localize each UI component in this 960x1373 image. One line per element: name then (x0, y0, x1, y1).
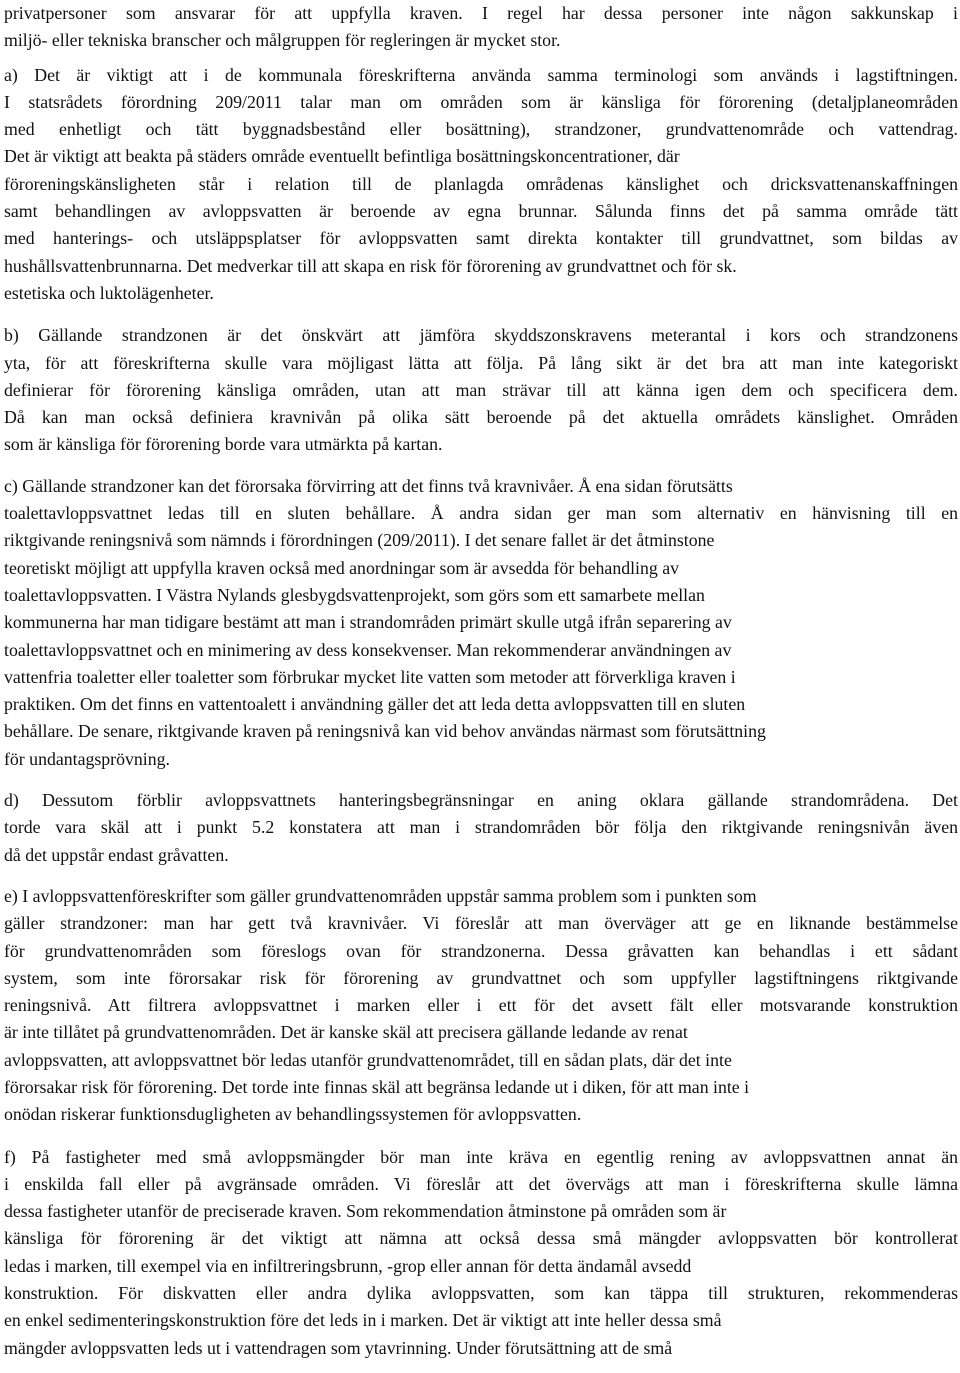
text-line: vattenfria toaletter eller toaletter som förbrukar mycket lite vatten som metoder att förverkliga kraven i (4, 666, 736, 687)
paragraph-f (4, 1144, 958, 1362)
text-line: med hanterings- och utsläppsplatser för avloppsvatten samt direkta kontakter till grundvattnet, som bildas av (4, 228, 958, 249)
paragraph-gap (4, 869, 958, 883)
text-line: privatpersoner som ansvarar för att uppfylla kraven. I regel har dessa personer inte någon sakkunskap i (4, 3, 958, 23)
text-line: system, som inte förorsakar risk för förorening av grundvattnet och som uppfyller lagstiftningens riktgivande (4, 967, 958, 988)
text-line: en enkel sedimenteringskonstruktion före det leds in i marken. Det är viktigt att inte heller dessa små (4, 1310, 722, 1331)
text-line: kommunerna har man tidigare bestämt att man i strandområden primärt skulle utgå ifrån separering av (4, 612, 732, 633)
text-line: teoretiskt möjligt att uppfylla kraven också med anordningar som är avsedda för behandling av (4, 557, 679, 578)
text-line: känsliga för förorening är det viktigt att nämna att också dessa små mängder avloppsvatten bör kontrollerat (4, 1228, 958, 1249)
paragraph-gap (4, 459, 958, 473)
text-line: ledas i marken, till exempel via en infiltreringsbrunn, -grop eller annan för detta ändamål avsedd (4, 1255, 692, 1276)
paragraph-e (4, 883, 958, 1129)
text-line: toalettavloppsvatten. I Västra Nylands glesbygdsvattenprojekt, som görs som ett samarbete mellan (4, 584, 705, 605)
text-line: riktgivande reningsnivå som nämnds i förordningen (209/2011). I det senare fallet är det åtminstone (4, 530, 715, 551)
text-line: reningsnivå. Att filtrera avloppsvattnet i marken eller i ett för det avsett fält eller motsvarande konstruktion (4, 995, 958, 1016)
text-line: I statsrådets förordning 209/2011 talar man om områden som är känsliga för förorening (detaljplaneområden (4, 91, 958, 112)
text-line: toalettavloppsvattnet och en minimering av dess konsekvenser. Man rekommenderar användningen av (4, 639, 732, 660)
text-line: d) Dessutom förblir avloppsvattnets hanteringsbegränsningar en aning oklara gällande strandområdena. Det (4, 790, 958, 811)
text-line: mängder avloppsvatten leds ut i vattendragen som ytavrinning. Under förutsättning att de små (4, 1337, 673, 1358)
text-line: c) Gällande strandzoner kan det förorsaka förvirring att det finns två kravnivåer. Å ena sidan förutsätts (4, 475, 733, 496)
text-line: dessa fastigheter utanför de preciserade kraven. Som rekommendation åtminstone på områden som är (4, 1201, 727, 1222)
text-line: förorsakar risk för förorening. Det torde inte finnas skäl att begränsa ledande ut i diken, för att man inte i (4, 1076, 750, 1097)
text-line: e) I avloppsvattenföreskrifter som gäller grundvattenområden uppstår samma problem som i punkten som (4, 885, 757, 906)
text-line: hushållsvattenbrunnarna. Det medverkar till att skapa en risk för förorening av grundvattnet och för sk. (4, 255, 737, 276)
text-line: samt behandlingen av avloppsvatten är beroende av egna brunnar. Sålunda finns det på samma område tätt (4, 201, 958, 222)
text-line: Det är viktigt att beakta på städers område eventuellt befintliga bosättningskoncentrationer, där (4, 146, 680, 167)
text-line: är inte tillåtet på grundvattenområden. Det är kanske skäl att precisera gällande ledande av renat (4, 1022, 688, 1043)
paragraph-gap (4, 1129, 958, 1144)
text-line: för undantagsprövning. (4, 748, 170, 769)
text-line: som är känsliga för förorening borde vara utmärkta på kartan. (4, 434, 443, 455)
text-line: b) Gällande strandzonen är det önskvärt att jämföra skyddszonskravens meterantal i kors och strandzonens (4, 325, 958, 346)
paragraph-b (4, 322, 958, 458)
paragraph-gap (4, 55, 958, 62)
text-line: konstruktion. För diskvatten eller andra dylika avloppsvatten, som kan täppa till strukturen, rekommenderas (4, 1283, 958, 1304)
text-line: för grundvattenområden som föreslogs ovan för strandzonerna. Dessa gråvatten kan behandlas i ett sådant (4, 940, 958, 961)
text-line: gäller strandzoner: man har gett två kravnivåer. Vi föreslår att man överväger att ge en liknande bestämmelse (4, 913, 958, 934)
text-line: föroreningskänsligheten står i relation till de planlagda områdenas känslighet och dricksvattenanskaffningen (4, 173, 958, 194)
text-line: f) På fastigheter med små avloppsmängder bör man inte kräva en egentlig rening av avloppsvattnen annat än (4, 1146, 958, 1167)
text-line: Då kan man också definiera kravnivån på olika sätt beroende på det aktuella områdets känslighet. Områden (4, 407, 958, 428)
paragraph-c (4, 473, 958, 773)
text-line: torde vara skäl att i punkt 5.2 konstatera att man i strandområden bör följa den riktgivande reningsnivån även (4, 817, 958, 838)
text-line: avloppsvatten, att avloppsvattnet bör ledas utanför grundvattenområdet, till en sådan plats, där det inte (4, 1049, 732, 1070)
text-line: då det uppstår endast gråvatten. (4, 844, 229, 865)
paragraph-intro (4, 0, 958, 55)
paragraph-gap (4, 773, 958, 787)
paragraph-gap (4, 307, 958, 322)
text-line: onödan riskerar funktionsdugligheten av behandlingssystemen för avloppsvatten. (4, 1104, 582, 1125)
text-line: med enhetligt och tätt byggnadsbestånd eller bosättning), strandzoner, grundvattenområde och vattendrag. (4, 119, 958, 140)
paragraph-d (4, 787, 958, 869)
text-line: a) Det är viktigt att i de kommunala föreskrifterna använda samma terminologi som används i lagstiftningen. (4, 64, 958, 85)
text-line: toalettavloppsvattnet ledas till en sluten behållare. Å andra sidan ger man som alternativ en hänvisning till en (4, 503, 958, 524)
text-line: behållare. De senare, riktgivande kraven på reningsnivå kan vid behov användas närmast som förutsättning (4, 721, 766, 742)
text-line: estetiska och luktolägenheter. (4, 282, 214, 303)
text-line: definierar för förorening känsliga områden, utan att man strävar till att känna igen dem och specificera dem. (4, 379, 958, 400)
text-line: yta, för att föreskrifterna skulle vara möjligast lätta att följa. På lång sikt är det bra att man inte kategoriskt (4, 352, 958, 373)
text-line: praktiken. Om det finns en vattentoalett i användning gäller det att leda detta avloppsvatten till en sluten (4, 694, 746, 715)
paragraph-a (4, 62, 958, 308)
text-line: miljö- eller tekniska branscher och målgruppen för regleringen är mycket stor. (4, 30, 561, 51)
document-page (4, 0, 958, 1362)
text-line: i enskilda fall eller på avgränsade områden. Vi föreslår att det övervägs att man i föreskrifterna skulle lämna (4, 1173, 958, 1194)
